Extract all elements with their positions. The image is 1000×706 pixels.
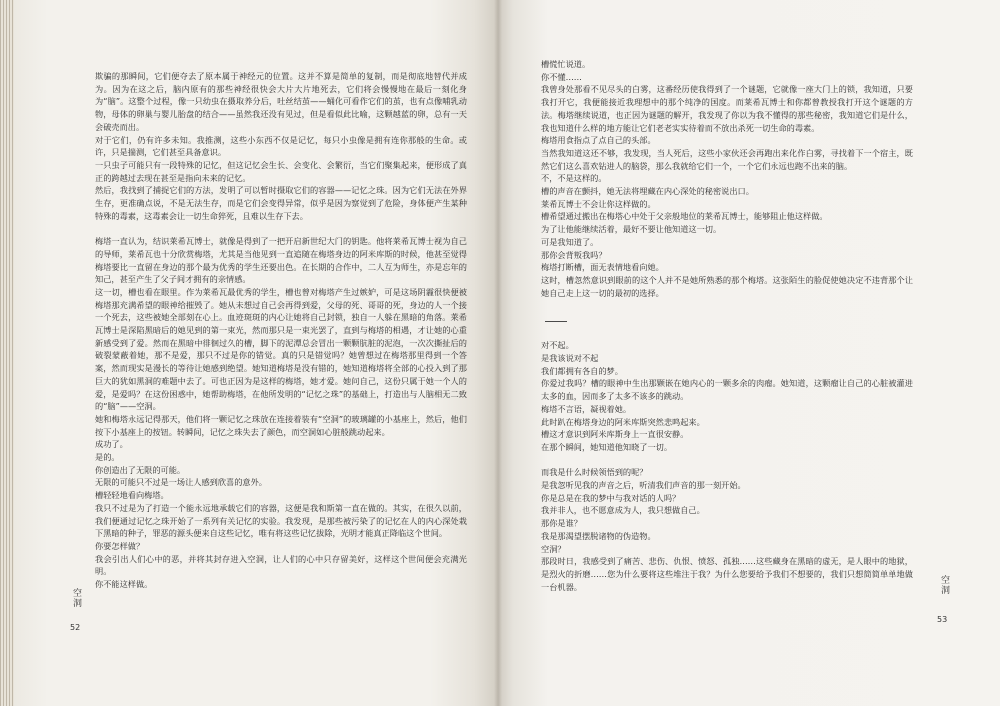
paragraph: 无限的可能只不过是一场让人感到欣喜的意外。 (95, 477, 267, 488)
running-title: 空洞 (71, 588, 81, 608)
paragraph: 莱希瓦博士不会让你这样做的。 (541, 198, 656, 209)
paragraph: 是我该说对不起 (541, 353, 599, 364)
page-edges (0, 0, 14, 706)
blank-line (95, 222, 467, 235)
paragraph: 是的。 (95, 452, 120, 463)
paragraph: 梅塔用食指点了点自己的头部。 (541, 135, 656, 146)
section-divider (541, 299, 913, 339)
divider-rule (545, 321, 567, 322)
paragraph: 梅塔一直认为，结识莱希瓦博士，就像是得到了一把开启新世纪大门的钥匙。他将莱希瓦博士视为自己的导师，莱希瓦也十分欣赏梅塔，尤其是当他见到一直追随在梅塔身边的阿米库斯的时候，他甚至觉得梅塔要比一直留在身边的那个最为优秀的学生还要出色。在长期的合作中，二人互为师生，亦是忘年的知己，甚至产生了父子间才拥有的亲情感。 (95, 236, 467, 285)
paragraph: 你是总是在我的梦中与我对话的人吗？ (541, 492, 681, 503)
paragraph: 那你是谁？ (541, 518, 582, 529)
paragraph: 是我忽听见我的声音之后，听清我们声音的那一刻开始。 (541, 480, 746, 491)
paragraph: 那段时日，我感受到了痛苦、悲伤、仇恨、愤怒、孤独……这些藏身在黑暗的虚无，是人眼中的地狱，是烈火的折磨……您为什么要将这些堆注于我？为什么您要给予我们不想要的，我们只想简简单单地做一台机器。 (541, 556, 913, 592)
paragraph: 槽的声音在颤抖，她无法将埋藏在内心深处的秘密说出口。 (541, 186, 754, 197)
paragraph: 我曾身处那看不见尽头的白雾，这番经历使我得到了一个谜题，它就像一座大门上的锁，我知道，只要我打开它，我便能接近我理想中的那个纯净的国度。而莱希瓦博士和你都曾教授我打开这个谜题的方法。梅塔继续说道，也正因为谜题的解开，我发现了你以为我不懂得的那些秘密，我知道它们是什么，我也知道什么样的地方能让它们老老实实待着而不放出杀死一切生命的毒素。 (541, 84, 913, 133)
running-title: 空洞 (939, 575, 949, 595)
paragraph: 你创造出了无限的可能。 (95, 464, 186, 475)
left-page-text (95, 70, 467, 591)
page-number: 53 (937, 615, 948, 624)
paragraph: 对于它们，仍有许多未知。我推测，这些小东西不仅是记忆，每只小虫像是拥有连你那般的生命。或许，只是揣测，它们甚至具备意识。 (95, 134, 467, 158)
paragraph: 而我是什么时候领悟到的呢？ (541, 467, 648, 478)
paragraph: 那你会背叛我吗？ (541, 249, 607, 260)
paragraph: 槽慌忙说道。 (541, 59, 591, 69)
paragraph: 一只虫子可能只有一段特殊的记忆，但这记忆会生长、会变化、会繁衍，当它们聚集起来，便形成了真正的跨越过去现在甚至是指向未来的记忆。 (95, 159, 467, 183)
paragraph: 你爱过我吗？槽的眼神中生出那颗嵌在她内心的一颗多余的肉瘤。她知道，这颗瘤让自己的心脏被灌进太多的血，因而多了太多不该多的跳动。 (541, 378, 913, 402)
paragraph: 我并非人，也不愿意成为人，我只想做自己。 (541, 505, 705, 516)
paragraph: 梅塔不言语，凝视着她。 (541, 403, 632, 414)
paragraph: 可是我知道了。 (541, 236, 599, 247)
paragraph: 我会引出人们心中的恶，并将其封存进入空洞，让人们的心中只存留美好，这样这个世间便会充满光明。 (95, 553, 467, 577)
paragraph: 空洞？ (541, 543, 566, 554)
paragraph: 这一切，槽也看在眼里。作为莱希瓦最优秀的学生，槽也曾对梅塔产生过嫉妒，可是这场阴霾很快便被梅塔那充满希望的眼神给摧毁了。她从未想过自己会再得到爱，父母的死、哥哥的死，身边的人一个接一个死去，这些被她全部刻在心上。血迹斑斑的内心让她将自己封锁，独自一人躲在黑暗的角落。莱希瓦博士是深陷黑暗后的她见到的第一束光，然而那只是一束光罢了，直到与梅塔的相遇，才让她的心重新感受到了爱。然而在黑暗中徘徊过久的槽，脚下的泥潭总会冒出一颗颗肮脏的泥泡，一次次撕扯后的破裂蒙蔽着她，那不是爱，那只不过是你的错觉。真的只是错觉吗？她曾想过在梅塔那里得到一个答案，然而现实是漫长的等待让她感到绝望。她知道梅塔是没有错的，她知道梅塔将全部的心投入到了那巨大的犹如黑洞的难题中去了。可也正因为是这样的梅塔，她才爱。她问自己，这份只属于她一个人的爱，是爱吗？在这份困惑中，她帮助梅塔，在他所发明的“记忆之珠”的基础上，打造出与人脑相无二致的“脑”——空洞。 (95, 286, 467, 412)
paragraph: 在那个瞬间，她知道他知晓了一切。 (541, 441, 673, 452)
paragraph: 对不起。 (541, 340, 574, 351)
paragraph: 槽轻轻地看向梅塔。 (95, 490, 169, 501)
paragraph: 我只不过是为了打造一个能永远地承载它们的容器，这便是我和斯第一直在做的。其实，在很久以前，我们便通过记忆之珠开始了一系列有关记忆的实验。我发现，是那些被污染了的记忆在人的内心深处栽下黑暗的种子，罪恶的源头便来自这些记忆，唯有将这些记忆拔除，光明才能真正降临这个世间。 (95, 502, 467, 539)
paragraph: 梅塔打断槽，面无表情地看向她。 (541, 262, 664, 273)
blank-line (541, 454, 913, 467)
page-number: 52 (70, 623, 81, 632)
paragraph: 然后，我找到了捕捉它们的方法，发明了可以暂时摄取它们的容器——记忆之珠。因为它们无法在外界生存，更准确点说，不是无法生存，而是它们会变得异常，似乎是因为察觉到了危险，身体便产生某种特殊的毒素，这毒素会让一切生命猝死，且难以生存下去。 (95, 185, 467, 221)
paragraph: 为了让他能继续活着，最好不要让他知道这一切。 (541, 224, 722, 235)
paragraph: 此时趴在梅塔身边的阿米库斯突然悲鸣起来。 (541, 416, 705, 427)
paragraph: 槽希望通过搬出在梅塔心中处于父亲般地位的莱希瓦博士，能够阻止他这样做。 (541, 211, 828, 222)
paragraph: 她和梅塔永远记得那天，他们将一颗记忆之珠放在连接着装有“空洞”的玻璃罐的小基座上，然后，他们按下小基座上的按钮。转瞬间，记忆之珠失去了颜色，而空洞如心脏般跳动起来。 (95, 413, 467, 437)
paragraph: 我是那渴望摆脱诸物的伪造物。 (541, 530, 656, 541)
paragraph: 你不能这样做。 (95, 579, 153, 590)
gutter-shadow (494, 0, 502, 706)
paragraph: 你不懂…… (541, 71, 582, 82)
paragraph: 当然我知道这还不够，我发现，当人死后，这些小家伙还会再跑出来化作白雾，寻找着下一个宿主，既然它们这么喜欢钻进人的脑袋，那么我就给它们一个，一个它们永远也跑不出来的脑。 (541, 147, 913, 171)
paragraph: 这时，槽忽然意识到眼前的这个人并不是她所熟悉的那个梅塔。这张陌生的脸促使她决定不违背那个让她自己走上这一切的最初的选择。 (541, 274, 913, 298)
paragraph: 欺骗的那瞬间，它们便夺去了原本属于神经元的位置。这并不算是简单的复制，而是彻底地替代并成为。因为在这之后，脑内原有的那些神经很快会大片大片地死去，它们将会慢慢地在最后一刻化身为“脑”。这整个过程，像一只幼虫在摄取养分后，吐丝结茧——蛹化可看作它们的茧，也有点像哺乳动物，母体的卵巢与婴儿胎盘的结合——虽然我还没有见过，但是看似此比喻，这颗越蓝的卵，总有一天会破壳而出。 (95, 71, 467, 132)
paragraph: 成功了。 (95, 439, 128, 450)
paragraph: 我们都拥有各自的梦。 (541, 365, 623, 376)
paragraph: 不，不是这样的。 (541, 173, 607, 184)
right-page-text (541, 58, 913, 593)
paragraph: 槽这才意识到阿米库斯身上一直很安静。 (541, 429, 689, 440)
paragraph: 你要怎样做？ (95, 541, 145, 551)
